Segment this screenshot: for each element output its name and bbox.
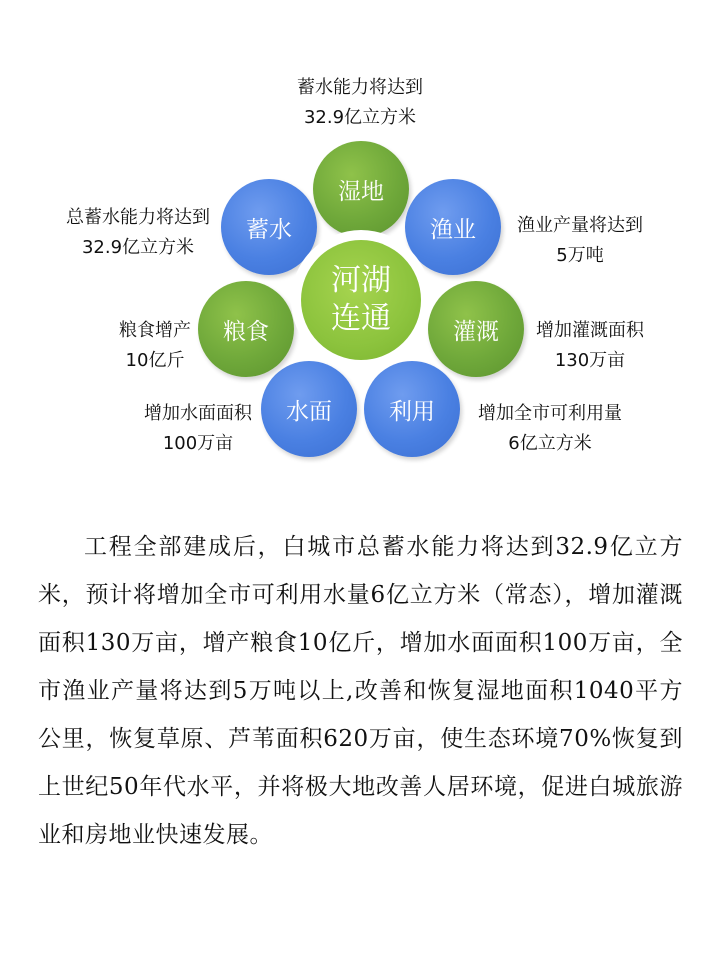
- body-paragraph: 工程全部建成后，白城市总蓄水能力将达到32.9亿立方米，预计将增加全市可利用水量6亿立方米（常态），增加灌溉面积130万亩，增产粮食10亿斤，增加水面面积100万亩，全市渔业产量将达到5万吨以上,改善和恢复湿地面积1040平方公里，恢复草原、芦苇面积620万亩，使生态环境70%恢复到上世纪50年代水平，并将极大地改善人居环境，促进白城旅游业和房地业快速发展。: [38, 534, 683, 848]
- node-irrigation: [428, 281, 524, 377]
- center-line-2: 连通: [331, 301, 391, 336]
- label-irrigation-line2: 130万亩: [554, 350, 626, 371]
- label-grain: [100, 316, 210, 376]
- label-top-line1: 蓄水能力将达到: [297, 77, 423, 98]
- label-water-surface-line2: 100万亩: [162, 433, 234, 454]
- label-grain-line2: 10亿斤: [125, 350, 185, 371]
- label-utilization-line2: 6亿立方米: [508, 433, 592, 454]
- node-utilization: [364, 361, 460, 457]
- label-irrigation: [520, 316, 660, 376]
- center-node: [301, 240, 421, 360]
- label-utilization: [455, 399, 645, 459]
- node-water-surface-label: 水面: [286, 398, 332, 425]
- node-grain-label: 粮食: [223, 318, 269, 345]
- label-water-surface: [128, 399, 268, 459]
- node-water-surface: [261, 361, 357, 457]
- label-top: [250, 73, 470, 133]
- node-storage-label: 蓄水: [246, 216, 292, 243]
- node-irrigation-label: 灌溉: [453, 318, 499, 345]
- center-line-1: 河湖: [331, 263, 391, 298]
- node-wetland-label: 湿地: [338, 178, 384, 205]
- node-grain: [198, 281, 294, 377]
- label-irrigation-line1: 增加灌溉面积: [536, 320, 644, 341]
- label-storage-line1: 总蓄水能力将达到: [66, 207, 210, 228]
- label-storage-line2: 32.9亿立方米: [81, 237, 195, 258]
- node-utilization-label: 利用: [389, 398, 435, 425]
- label-fishery-line2: 5万吨: [556, 245, 604, 266]
- label-fishery-line1: 渔业产量将达到: [517, 215, 643, 236]
- label-water-surface-line1: 增加水面面积: [144, 403, 252, 424]
- label-top-line2: 32.9亿立方米: [303, 107, 417, 128]
- label-storage: [38, 203, 238, 263]
- node-wetland: [313, 141, 409, 237]
- label-grain-line1: 粮食增产: [119, 320, 191, 341]
- node-fishery-label: 渔业: [430, 216, 476, 243]
- label-fishery: [500, 211, 660, 271]
- label-utilization-line1: 增加全市可利用量: [478, 403, 622, 424]
